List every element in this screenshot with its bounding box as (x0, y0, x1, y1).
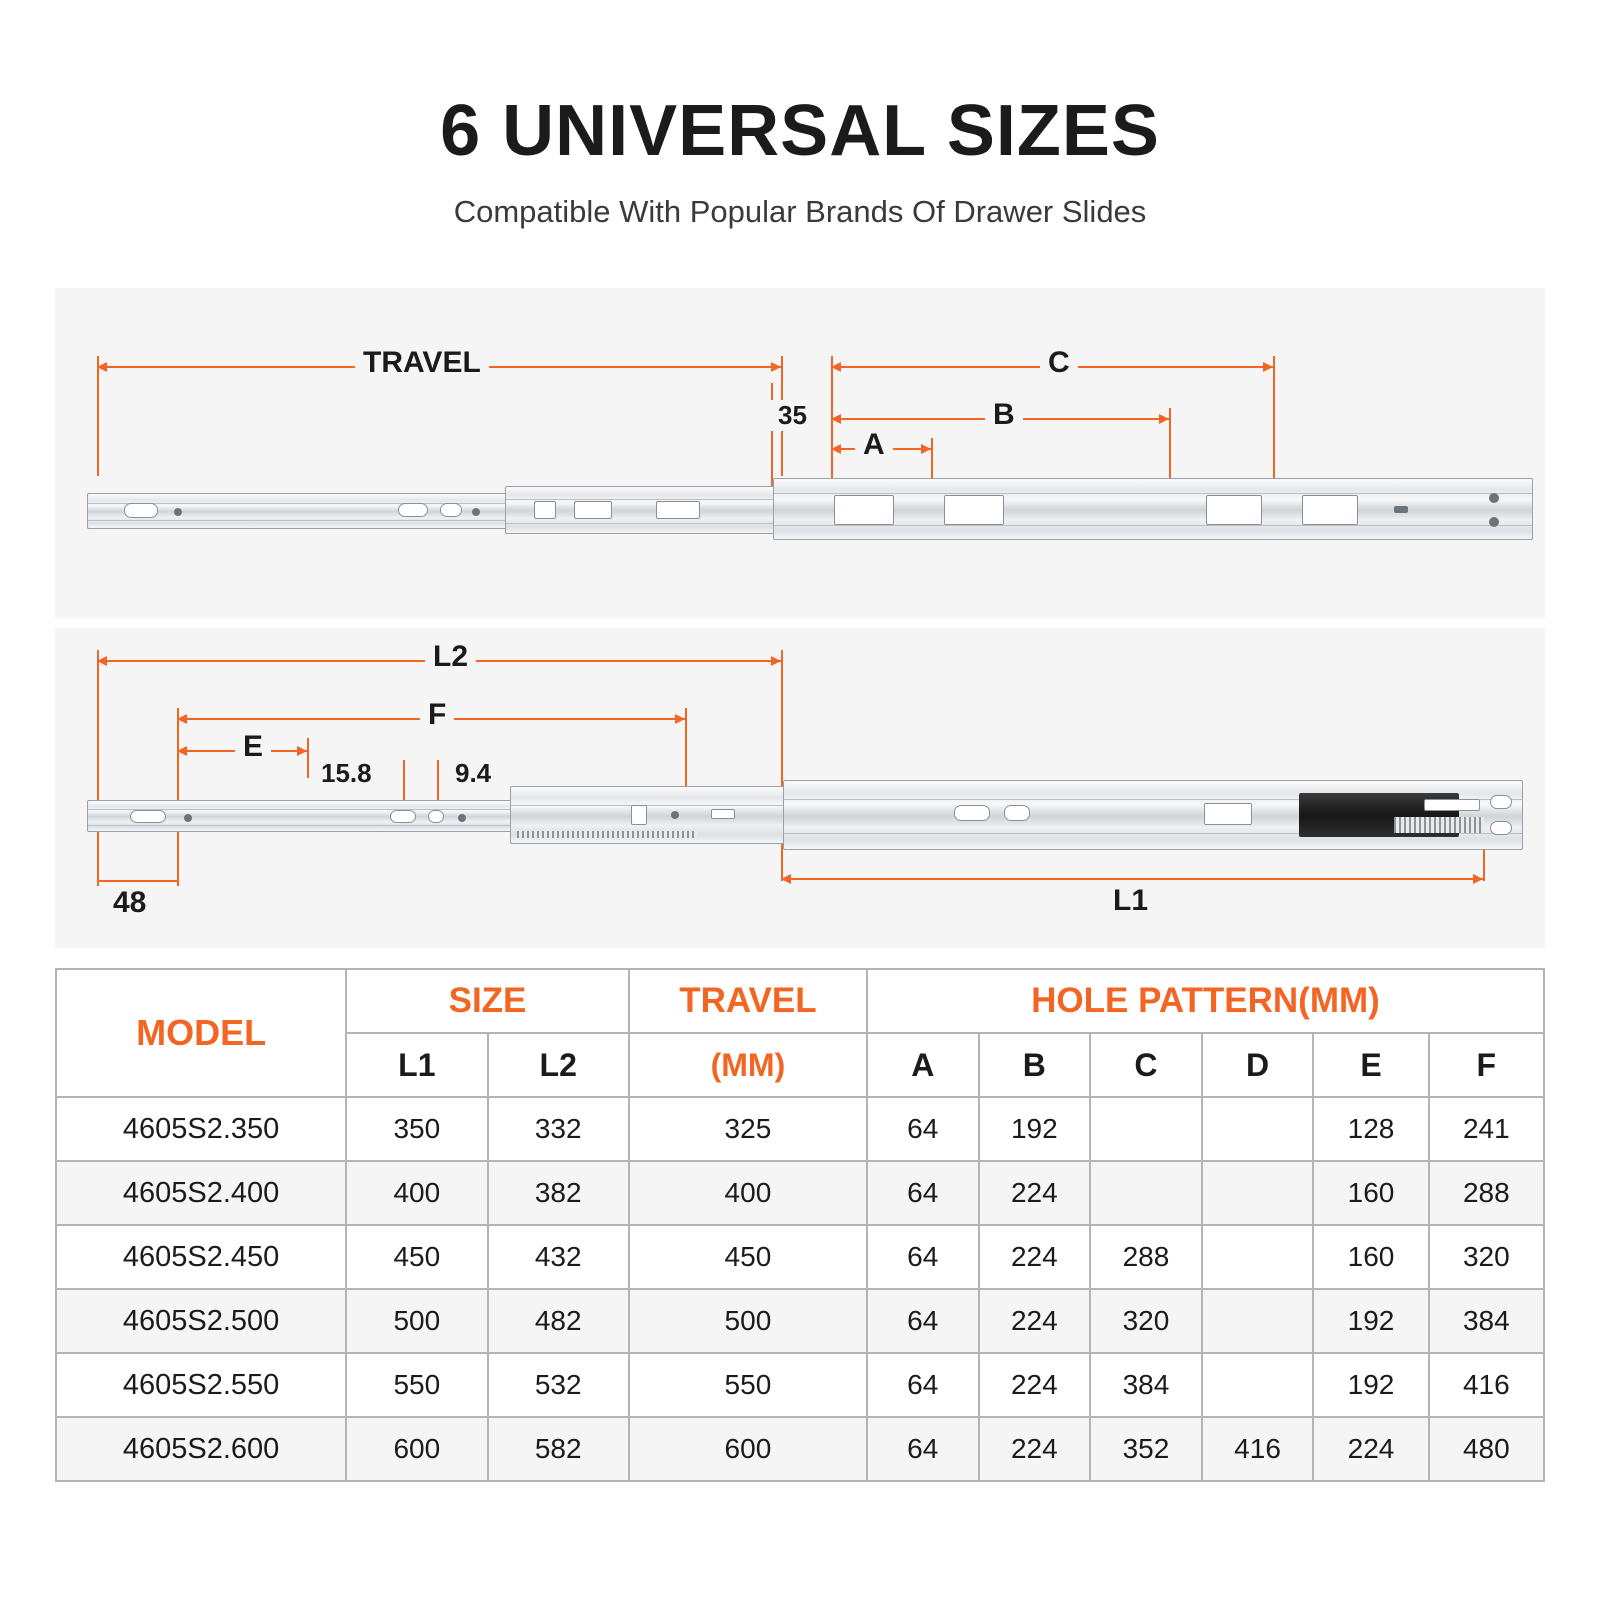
l1-label: L1 (1105, 884, 1156, 918)
header-a: A (867, 1033, 979, 1097)
page-subtitle: Compatible With Popular Brands Of Drawer Slides (453, 194, 1147, 229)
cell-a: 64 (867, 1417, 979, 1481)
cell-model: 4605S2.350 (56, 1097, 346, 1161)
c-label: C (1040, 346, 1078, 380)
l2-label: L2 (425, 640, 476, 674)
label-15-8: 15.8 (313, 758, 380, 789)
header-d: D (1202, 1033, 1314, 1097)
cell-l1: 450 (346, 1225, 487, 1289)
cell-d: 416 (1202, 1417, 1314, 1481)
e-arrow-left (177, 746, 187, 756)
a-arrow-right (921, 444, 931, 454)
cell-l2: 482 (488, 1289, 629, 1353)
l1-dim-line (781, 878, 1483, 880)
table-row (56, 1417, 1544, 1481)
c-right-tick (1273, 356, 1275, 496)
header-travel-unit: (MM) (629, 1033, 867, 1097)
cell-e: 160 (1313, 1161, 1428, 1225)
cell-b: 224 (979, 1225, 1091, 1289)
header-l2: L2 (488, 1033, 629, 1097)
f-arrow-left (177, 714, 187, 724)
f-label: F (420, 698, 454, 732)
cell-travel: 550 (629, 1353, 867, 1417)
cell-a: 64 (867, 1161, 979, 1225)
spec-table (55, 968, 1545, 1482)
cell-c: 384 (1090, 1353, 1202, 1417)
l1-arrow-right (1473, 874, 1483, 884)
cell-f: 384 (1429, 1289, 1544, 1353)
header-e: E (1313, 1033, 1428, 1097)
b-arrow-left (831, 414, 841, 424)
cell-e: 224 (1313, 1417, 1428, 1481)
header-f: F (1429, 1033, 1544, 1097)
cell-model: 4605S2.500 (56, 1289, 346, 1353)
header-travel: TRAVEL (629, 969, 867, 1033)
cell-l2: 582 (488, 1417, 629, 1481)
b-arrow-right (1159, 414, 1169, 424)
thirtyfive-label: 35 (770, 400, 815, 431)
header-model: MODEL (56, 969, 346, 1097)
cell-a: 64 (867, 1289, 979, 1353)
table-row (56, 1353, 1544, 1417)
cell-f: 416 (1429, 1353, 1544, 1417)
spec-table-wrapper (55, 968, 1545, 1482)
cell-model: 4605S2.550 (56, 1353, 346, 1417)
outer-rail-bottom (783, 780, 1523, 850)
cell-l1: 600 (346, 1417, 487, 1481)
cell-l1: 400 (346, 1161, 487, 1225)
cell-b: 224 (979, 1289, 1091, 1353)
cell-e: 128 (1313, 1097, 1428, 1161)
cell-d (1202, 1353, 1314, 1417)
cell-c: 288 (1090, 1225, 1202, 1289)
middle-rail-bottom (510, 786, 790, 844)
cell-e: 192 (1313, 1353, 1428, 1417)
e-right-tick (307, 738, 309, 778)
cell-d (1202, 1225, 1314, 1289)
cell-l2: 332 (488, 1097, 629, 1161)
cell-c: 320 (1090, 1289, 1202, 1353)
travel-arrow-left (97, 362, 107, 372)
table-body (56, 1097, 1544, 1481)
cell-d (1202, 1161, 1314, 1225)
cell-b: 224 (979, 1161, 1091, 1225)
cell-e: 192 (1313, 1289, 1428, 1353)
a-arrow-left (831, 444, 841, 454)
cell-c (1090, 1097, 1202, 1161)
cell-c: 352 (1090, 1417, 1202, 1481)
c-arrow-left (831, 362, 841, 372)
travel-arrow-right (771, 362, 781, 372)
cell-travel: 500 (629, 1289, 867, 1353)
cell-c (1090, 1161, 1202, 1225)
cell-l1: 500 (346, 1289, 487, 1353)
cell-b: 224 (979, 1417, 1091, 1481)
table-head (56, 969, 1544, 1097)
header-c: C (1090, 1033, 1202, 1097)
cell-d (1202, 1289, 1314, 1353)
travel-left-tick (97, 356, 99, 476)
header-hole-pattern: HOLE PATTERN(MM) (867, 969, 1544, 1033)
cell-f: 241 (1429, 1097, 1544, 1161)
cell-l1: 550 (346, 1353, 487, 1417)
cell-a: 64 (867, 1225, 979, 1289)
cell-l1: 350 (346, 1097, 487, 1161)
cell-l2: 532 (488, 1353, 629, 1417)
header-size: SIZE (346, 969, 629, 1033)
diagram-panel-bottom (55, 628, 1545, 948)
outer-rail (773, 478, 1533, 540)
cell-d (1202, 1097, 1314, 1161)
l2-arrow-left (97, 656, 107, 666)
cell-e: 160 (1313, 1225, 1428, 1289)
cell-f: 320 (1429, 1225, 1544, 1289)
table-row (56, 1097, 1544, 1161)
cell-travel: 325 (629, 1097, 867, 1161)
cell-model: 4605S2.450 (56, 1225, 346, 1289)
header-b: B (979, 1033, 1091, 1097)
diagram-panel-top (55, 288, 1545, 618)
inner-rail-left (87, 493, 512, 529)
cell-l2: 432 (488, 1225, 629, 1289)
table-row (56, 1289, 1544, 1353)
e-label: E (235, 730, 271, 764)
middle-rail (505, 486, 780, 534)
l1-arrow-left (781, 874, 791, 884)
cell-travel: 450 (629, 1225, 867, 1289)
cell-travel: 400 (629, 1161, 867, 1225)
a-label: A (855, 428, 893, 462)
cell-model: 4605S2.400 (56, 1161, 346, 1225)
l2-arrow-right (771, 656, 781, 666)
table-row (56, 1161, 1544, 1225)
cell-l2: 382 (488, 1161, 629, 1225)
table-row (56, 1225, 1544, 1289)
cell-b: 224 (979, 1353, 1091, 1417)
cell-f: 288 (1429, 1161, 1544, 1225)
f-arrow-right (675, 714, 685, 724)
header-l1: L1 (346, 1033, 487, 1097)
travel-label: TRAVEL (355, 346, 489, 380)
label-9-4: 9.4 (447, 758, 499, 789)
cell-model: 4605S2.600 (56, 1417, 346, 1481)
cell-b: 192 (979, 1097, 1091, 1161)
cell-a: 64 (867, 1097, 979, 1161)
b-label: B (985, 398, 1023, 432)
label-48: 48 (105, 886, 154, 920)
page-title: 6 UNIVERSAL SIZES (440, 91, 1160, 171)
cell-travel: 600 (629, 1417, 867, 1481)
c-arrow-right (1263, 362, 1273, 372)
table-group-header-row (56, 969, 1544, 1033)
cell-a: 64 (867, 1353, 979, 1417)
dim-48-line (97, 880, 177, 882)
inner-rail-left-bottom (87, 800, 517, 832)
e-arrow-right (297, 746, 307, 756)
cell-f: 480 (1429, 1417, 1544, 1481)
